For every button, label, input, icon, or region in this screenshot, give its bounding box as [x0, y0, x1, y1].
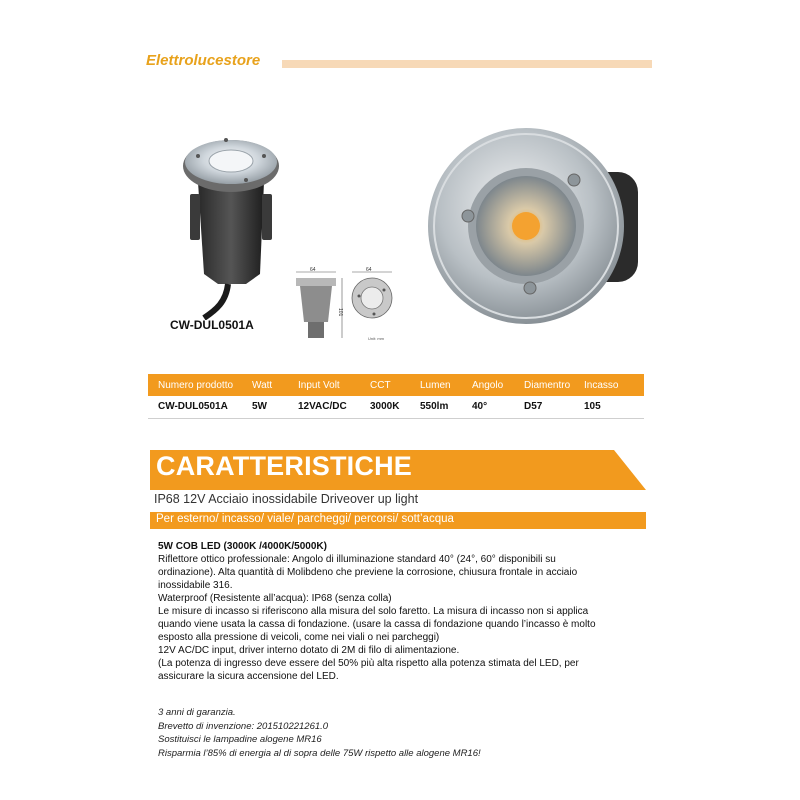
feature-line: esposto alla pressione di veicoli, come nei viali o nei parcheggi): [158, 632, 440, 643]
diagram-unit: Unit: mm: [368, 336, 384, 341]
cell-cct: 3000K: [368, 396, 418, 418]
header-recess: Incasso: [582, 374, 644, 396]
section-title: CARATTERISTICHE: [156, 451, 412, 481]
cell-product-number: CW-DUL0501A: [148, 396, 250, 418]
feature-line: assicurare la sicura accensione del LED.: [158, 671, 339, 682]
cell-watt: 5W: [250, 396, 296, 418]
diagram-width-label-1: 64: [310, 267, 316, 273]
cell-diameter: D57: [522, 396, 582, 418]
brand-divider: [282, 60, 652, 68]
dimension-diagram-side: [288, 266, 346, 344]
note-savings: Risparmia l’85% di energia al di sopra delle 75W rispetto alle alogene MR16!: [158, 747, 481, 759]
notes-block: [158, 706, 648, 760]
header-watt: Watt: [250, 374, 296, 396]
product-subtitle: IP68 12V Acciaio inossidabile Driveover up light: [154, 492, 419, 506]
feature-line: Waterproof (Resistente all’acqua): IP68 (senza colla): [158, 593, 392, 604]
header-product-number: Numero prodotto: [148, 374, 250, 396]
feature-line: 12V AC/DC input, driver interno dotato di 2M di filo di alimentazione.: [158, 645, 460, 656]
cell-lumen: 550lm: [418, 396, 470, 418]
feature-line: Le misure di incasso si riferiscono alla misura del solo faretto. La misura di incasso non si applica: [158, 606, 589, 617]
header-lumen: Lumen: [418, 374, 470, 396]
model-label: CW-DUL0501A: [170, 318, 254, 332]
cell-input-volt: 12VAC/DC: [296, 396, 368, 418]
feature-line: quando viene usata la cassa di fondazione. (usare la cassa di fondazione quando l’incasso è molto: [158, 619, 596, 630]
header-angle: Angolo: [470, 374, 522, 396]
table-row: [148, 396, 644, 418]
header-diameter: Diamentro: [522, 374, 582, 396]
header-cct: CCT: [368, 374, 418, 396]
product-image-light: [418, 122, 654, 326]
features-title: 5W COB LED (3000K /4000K/5000K): [158, 541, 327, 552]
note-warranty: 3 anni di garanzia.: [158, 707, 236, 718]
feature-line: (La potenza di ingresso deve essere del 50% più alta rispetto alla potenza stimata del LED, per: [158, 658, 579, 669]
feature-line: ordinazione). Alta quantità di Molibdeno che previene la corrosione, chiusura frontale in acciaio: [158, 567, 578, 578]
product-image-housing: [176, 124, 286, 320]
dimension-diagram-top: [348, 266, 396, 330]
diagram-height-label: 101: [337, 308, 343, 317]
spec-table: [148, 374, 644, 419]
feature-line: inossidabile 316.: [158, 580, 233, 591]
note-replaces: Sostituisci le lampadine alogene MR16: [158, 734, 322, 746]
brand-name: Elettrolucestore: [146, 52, 261, 69]
note-patent: Brevetto di invenzione: 201510221261.0: [158, 720, 329, 732]
feature-line: Riflettore ottico professionale: Angolo di illuminazione standard 40° (24°, 60° disponibili su: [158, 554, 556, 565]
header-input-volt: Input Volt: [296, 374, 368, 396]
cell-recess: 105: [582, 396, 644, 418]
diagram-width-label-2: 64: [366, 267, 372, 273]
cell-angle: 40°: [470, 396, 522, 418]
features-block: [158, 540, 648, 683]
spec-header-row: [148, 374, 644, 396]
application-text: Per esterno/ incasso/ viale/ parcheggi/ percorsi/ sott’acqua: [156, 513, 454, 525]
